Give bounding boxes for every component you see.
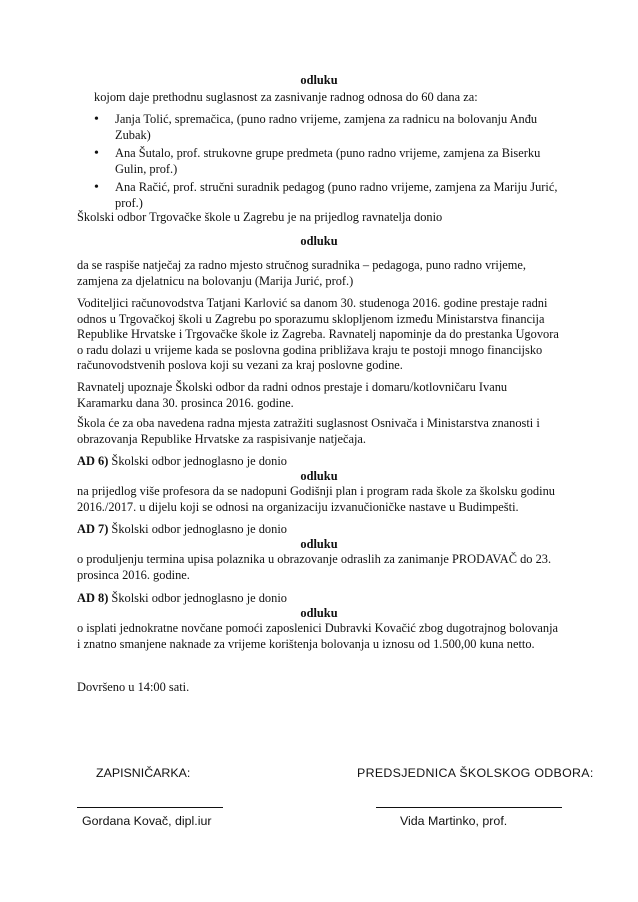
ad7-label: AD 7) xyxy=(77,522,109,536)
chairperson-signature-line xyxy=(376,807,562,808)
decision-heading: odluku xyxy=(300,469,338,483)
recorder-title: ZAPISNIČARKA: xyxy=(96,766,191,780)
ad6-label: AD 6) xyxy=(77,454,109,468)
vacancy-paragraph: da se raspiše natječaj za radno mjesto stručnog suradnika – pedagoga, puno radno vrijeme, zamjena za djelatnicu na bolovanju (Marija Jurić, prof.) xyxy=(77,258,527,288)
recorder-signature-line xyxy=(77,807,223,808)
ad8-label: AD 8) xyxy=(77,591,109,605)
decision-heading: odluku xyxy=(300,73,338,87)
ad7-intro: Školski odbor jednoglasno je donio xyxy=(108,522,287,536)
ad6-intro: Školski odbor jednoglasno je donio xyxy=(108,454,287,468)
ad8-intro: Školski odbor jednoglasno je donio xyxy=(108,591,287,605)
chairperson-name: Vida Martinko, prof. xyxy=(400,814,508,828)
decision-heading: odluku xyxy=(300,537,338,551)
ad8-text: o isplati jednokratne novčane pomoći zaposlenici Dubravki Kovačić zbog dugotrajnog bolovanja i znatno smanjene naknade za vrijeme korištenja bolovanja u iznosu od 1.500,00 kuna netto. xyxy=(77,621,559,651)
board-paragraph: Školski odbor Trgovačke škole u Zagrebu je na prijedlog ravnatelja donio xyxy=(77,210,443,224)
caretaker-paragraph: Ravnatelj upoznaje Školski odbor da radni odnos prestaje i domaru/kotlovničaru Ivanu Karamarku dana 30. prosinca 2016. godine. xyxy=(77,380,508,410)
decision-heading: odluku xyxy=(300,606,338,620)
decision-heading: odluku xyxy=(300,234,338,248)
ad8-line xyxy=(77,591,563,607)
consent-list xyxy=(77,112,563,215)
closing-line: Dovršeno u 14:00 sati. xyxy=(77,680,190,694)
ad6-text: na prijedlog više profesora da se nadopuni Godišnji plan i program rada škole za školsku godinu 2016./2017. u dijelu koji se odnosi na organizaciju izvanučioničke nastave u Budimpešti. xyxy=(77,484,555,514)
intro-paragraph: kojom daje prethodnu suglasnost za zasnivanje radnog odnosa do 60 dana za: xyxy=(94,90,478,104)
list-item: • Ana Šutalo, prof. strukovne grupe predmeta (puno radno vrijeme, zamjena za Biserku Gulin, prof.) xyxy=(77,146,563,177)
ad7-line xyxy=(77,522,563,538)
chairperson-title: PREDSJEDNICA ŠKOLSKOG ODBORA: xyxy=(357,766,594,780)
recorder-name: Gordana Kovač, dipl.iur xyxy=(82,814,212,828)
school-paragraph: Škola će za oba navedena radna mjesta zatražiti suglasnost Osnivača i Ministarstva znanosti i obrazovanja Republike Hrvatske za raspisivanje natječaja. xyxy=(77,416,540,446)
ad7-text: o produljenju termina upisa polaznika u obrazovanje odraslih za zanimanje PRODAVAČ do 23. prosinca 2016. godine. xyxy=(77,552,552,582)
list-item: • Ana Račić, prof. stručni suradnik pedagog (puno radno vrijeme, zamjena za Mariju Jurić, prof.) xyxy=(77,180,563,211)
list-item: • Janja Tolić, spremačica, (puno radno vrijeme, zamjena za radnicu na bolovanju Anđu Zubak) xyxy=(77,112,563,143)
ad6-line xyxy=(77,454,563,470)
accountant-paragraph: Voditeljici računovodstva Tatjani Karlović sa danom 30. studenoga 2016. godine prestaje radni odnos u Trgovačkoj školi u Zagrebu po sporazumu sklopljenom između Ministarstva financija Republike Hrvatske i Trgovačke škole iz Zagreba. Ravnatelj napominje da do prestanka Ugovora o radu dolazi u vrijeme kada se poslovna godina približava kraju te postoji mnogo financijsko računovodstvenih poslova koji su vezani za kraj poslovne godine. xyxy=(77,296,559,373)
